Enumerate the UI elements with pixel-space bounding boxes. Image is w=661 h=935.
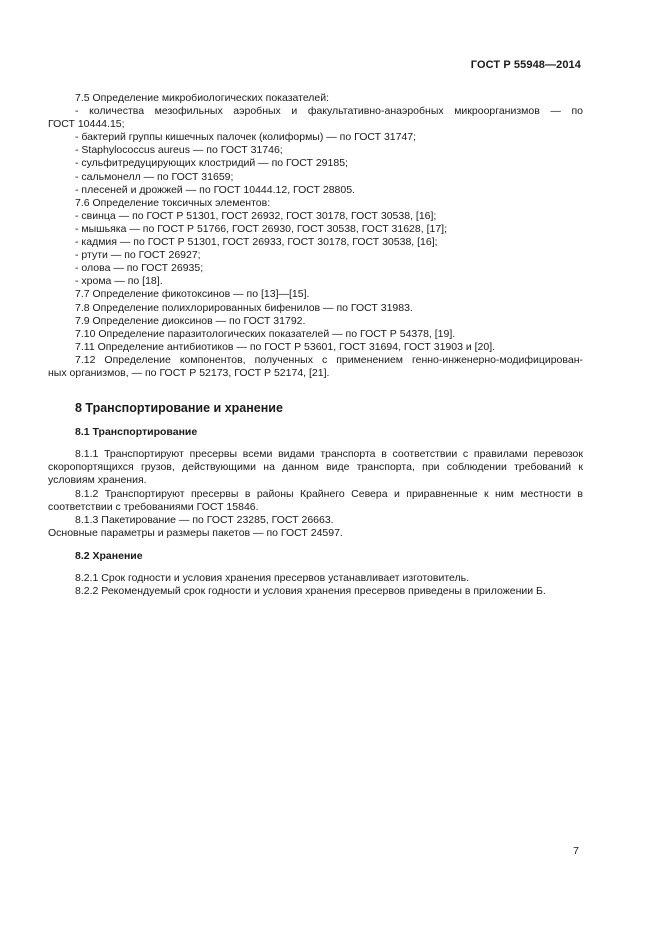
para-7-12-cont: ных организмов, — по ГОСТ Р 52173, ГОСТ Р 52174, [21]. [48,366,330,379]
para-7-9: 7.9 Определение диоксинов — по ГОСТ 31792. [75,314,306,327]
subsection-8-2-title: 8.2 Хранение [75,549,143,562]
para-7-10: 7.10 Определение паразитологических показателей — по ГОСТ Р 54378, [19]. [75,327,456,340]
subsection-8-1-title: 8.1 Транспортирование [75,426,198,439]
para-8-1-1: 8.1.1 Транспортируют пресервы всеми видами транспорта в соответствии с правилами перевозок [75,448,583,461]
para-7-6-1: - свинца — по ГОСТ Р 51301, ГОСТ 26932, ГОСТ 30178, ГОСТ 30538, [16]; [75,209,437,222]
para-7-6: 7.6 Определение токсичных элементов: [75,196,271,209]
para-7-8: 7.8 Определение полихлорированных бифенилов — по ГОСТ 31983. [75,301,413,314]
para-8-1-3: 8.1.3 Пакетирование — по ГОСТ 23285, ГОСТ 26663. [75,513,334,526]
para-7-6-3: - кадмия — по ГОСТ Р 51301, ГОСТ 26933, ГОСТ 30178, ГОСТ 30538, [16]; [75,236,438,249]
para-7-12: 7.12 Определение компонентов, полученных с применением генно-инженерно-модифицирован- [75,353,583,366]
page-header: ГОСТ Р 55948—2014 [470,59,581,71]
para-8-1-2: 8.1.2 Транспортируют пресервы в районы Крайнего Севера и приравненные к ним местности в [75,487,583,500]
para-7-5-1-cont: ГОСТ 10444.15; [48,118,125,131]
para-8-2-2: 8.2.2 Рекомендуемый срок годности и условия хранения пресервов приведены в приложении Б. [75,585,546,598]
para-7-5-4: - сульфитредуцирующих клостридий — по ГОСТ 29185; [75,157,348,170]
para-7-5-6: - плесеней и дрожжей — по ГОСТ 10444.12, ГОСТ 28805. [75,183,355,196]
para-8-1-1-end: условиям хранения. [48,474,147,487]
document-body [48,92,583,598]
para-7-5-1: - количества мезофильных аэробных и факультативно-анаэробных микроорганизмов — по [75,105,583,118]
para-7-6-4: - ртути — по ГОСТ 26927; [75,249,201,262]
para-7-6-5: - олова — по ГОСТ 26935; [75,262,204,275]
para-8-1-3-cont: Основные параметры и размеры пакетов — по ГОСТ 24597. [48,526,343,539]
para-7-6-2: - мышьяка — по ГОСТ Р 51766, ГОСТ 26930, ГОСТ 30538, ГОСТ 31628, [17]; [75,222,447,235]
para-7-5-3: - Staphylococcus aureus — по ГОСТ 31746; [75,144,283,157]
para-7-5-5: - сальмонелл — по ГОСТ 31659; [75,170,234,183]
para-7-5-2: - бактерий группы кишечных палочек (колиформы) — по ГОСТ 31747; [75,131,417,144]
para-8-1-1-cont: скоропортящихся грузов, действующими на данном виде транспорта, при соблюдении требований к [48,461,583,474]
para-7-7: 7.7 Определение фикотоксинов — по [13]—[15]. [75,288,310,301]
section-8-title: 8 Транспортирование и хранение [75,401,283,416]
section-7 [48,92,583,380]
page-number: 7 [573,845,579,857]
para-7-5: 7.5 Определение микробиологических показателей: [75,92,330,104]
para-7-11: 7.11 Определение антибиотиков — по ГОСТ Р 53601, ГОСТ 31694, ГОСТ 31903 и [20]. [75,340,496,353]
para-7-6-6: - хрома — по [18]. [75,275,163,288]
para-8-1-2-cont: соответствии с требованиями ГОСТ 15846. [48,500,259,513]
para-8-2-1: 8.2.1 Срок годности и условия хранения пресервов устанавливает изготовитель. [75,572,470,584]
